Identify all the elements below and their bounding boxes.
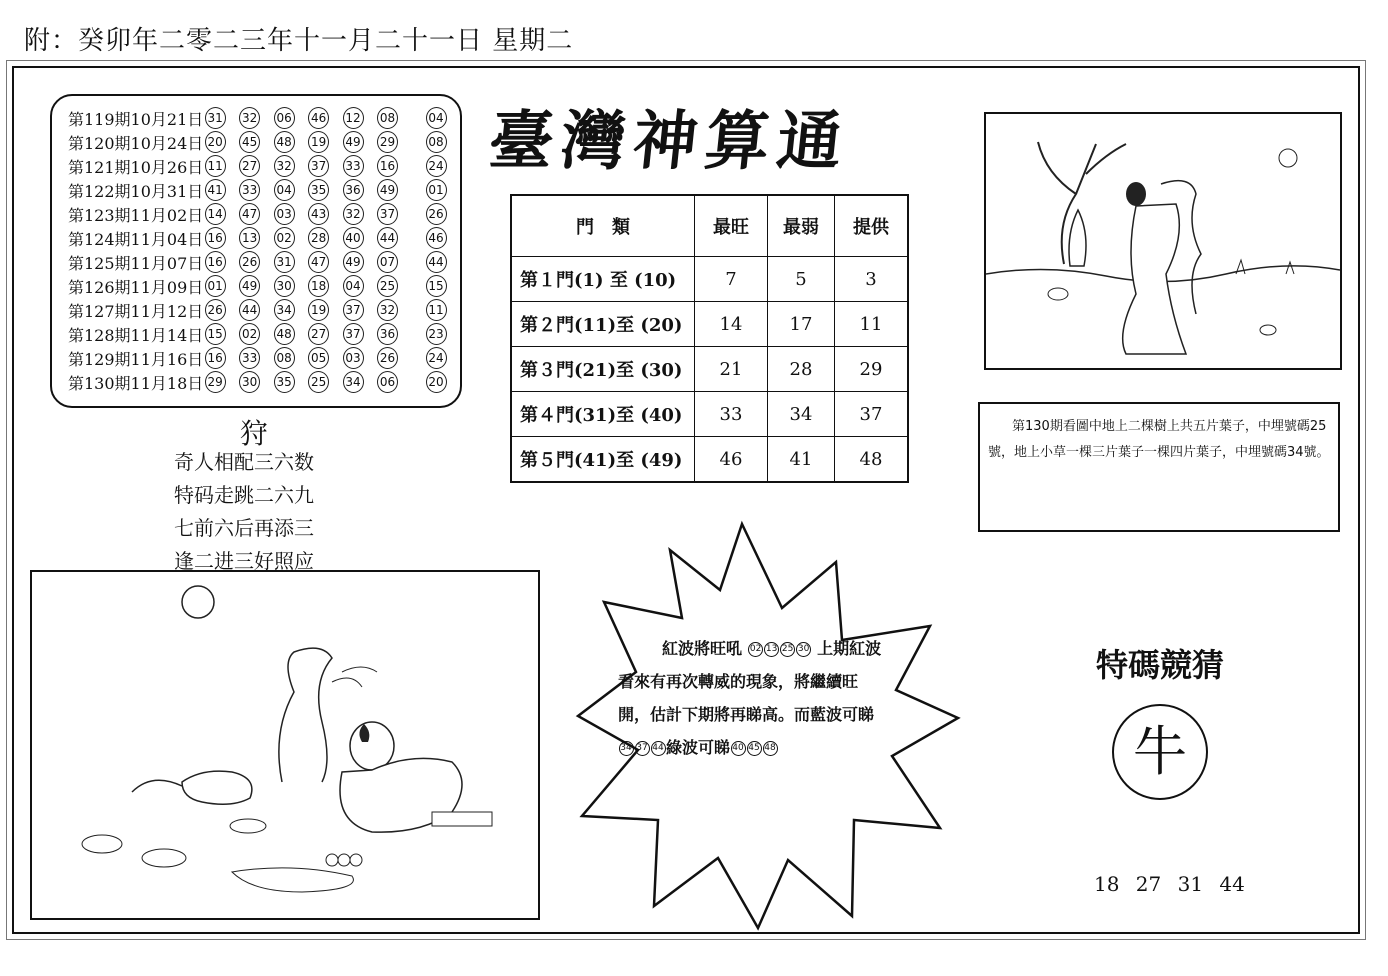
number-ball: 30 xyxy=(274,275,295,297)
header-offer: 提供 xyxy=(835,195,909,257)
gate-max: 33 xyxy=(695,392,768,437)
special-guess-title: 特碼競猜 xyxy=(1096,646,1225,684)
number-ball: 11 xyxy=(205,155,226,177)
special-number-ball: 08 xyxy=(426,131,447,153)
number-ball: 49 xyxy=(343,251,364,273)
number-ball: 35 xyxy=(274,371,295,393)
gate-min: 41 xyxy=(768,437,835,483)
history-row xyxy=(68,250,460,274)
special-number-ball: 26 xyxy=(426,203,447,225)
number-ball: 16 xyxy=(377,155,398,177)
table-row xyxy=(511,392,908,437)
gate-offer: 48 xyxy=(835,437,909,483)
history-row xyxy=(68,322,460,346)
history-period-label: 第129期11月16日 xyxy=(68,349,204,369)
history-period-label: 第128期11月14日 xyxy=(68,325,204,345)
history-row xyxy=(68,370,460,394)
number-ball: 19 xyxy=(308,131,329,153)
gate-min: 17 xyxy=(768,302,835,347)
number-ball: 25 xyxy=(377,275,398,297)
number-ball: 37 xyxy=(343,323,364,345)
history-period-label: 第121期10月26日 xyxy=(68,157,204,177)
brand-title: 臺灣神算通 xyxy=(485,104,854,179)
number-ball: 06 xyxy=(377,371,398,393)
gate-max: 46 xyxy=(695,437,768,483)
number-ball: 01 xyxy=(205,275,226,297)
number-ball: 31 xyxy=(205,107,226,129)
gate-min: 28 xyxy=(768,347,835,392)
history-period-label: 第119期10月21日 xyxy=(68,109,204,129)
number-ball: 04 xyxy=(343,275,364,297)
gate-offer: 3 xyxy=(835,257,909,302)
number-ball: 18 xyxy=(308,275,329,297)
poem-line: 逢二进三好照应 xyxy=(174,549,314,573)
number-ball: 37 xyxy=(377,203,398,225)
number-ball: 08 xyxy=(377,107,398,129)
number-ball: 32 xyxy=(343,203,364,225)
hint-box: 第130期看圖中地上二棵樹上共五片葉子，中埋號碼25號，地上小草一棵三片葉子一棵四片葉子，中埋號碼34號。 xyxy=(978,402,1340,532)
history-row xyxy=(68,346,460,370)
red-ball: 02 xyxy=(748,642,763,657)
number-ball: 16 xyxy=(205,347,226,369)
number-ball: 19 xyxy=(308,299,329,321)
poem-line: 特码走跳二六九 xyxy=(174,483,314,507)
number-ball: 16 xyxy=(205,251,226,273)
red-ball: 25 xyxy=(780,642,795,657)
star-seg2: 上期紅波看來有再次轉威的現象，將繼續旺開，估計下期將再睇高。而藍波可睇 xyxy=(618,639,882,724)
lady-tree-illustration xyxy=(984,112,1342,370)
number-ball: 12 xyxy=(343,107,364,129)
number-ball: 07 xyxy=(377,251,398,273)
history-row xyxy=(68,154,460,178)
table-row xyxy=(511,302,908,347)
number-ball: 02 xyxy=(274,227,295,249)
red-ball-group xyxy=(748,639,818,658)
red-ball: 13 xyxy=(764,642,779,657)
number-ball: 36 xyxy=(377,323,398,345)
history-period-label: 第120期10月24日 xyxy=(68,133,204,153)
number-ball: 32 xyxy=(239,107,260,129)
number-ball: 49 xyxy=(239,275,260,297)
number-ball: 49 xyxy=(343,131,364,153)
number-ball: 25 xyxy=(308,371,329,393)
number-ball: 37 xyxy=(308,155,329,177)
header-gate: 門 類 xyxy=(511,195,695,257)
gate-max: 14 xyxy=(695,302,768,347)
number-ball: 35 xyxy=(308,179,329,201)
number-ball: 02 xyxy=(239,323,260,345)
number-ball: 32 xyxy=(377,299,398,321)
history-row xyxy=(68,106,460,130)
gate-label: 第３門(21)至 (30) xyxy=(511,347,695,392)
number-ball: 27 xyxy=(239,155,260,177)
number-ball: 37 xyxy=(343,299,364,321)
number-ball: 44 xyxy=(377,227,398,249)
number-ball: 27 xyxy=(308,323,329,345)
blue-ball: 37 xyxy=(635,741,650,756)
number-ball: 47 xyxy=(308,251,329,273)
special-number-ball: 04 xyxy=(426,107,447,129)
number-ball: 26 xyxy=(377,347,398,369)
number-ball: 20 xyxy=(205,131,226,153)
number-ball: 34 xyxy=(343,371,364,393)
history-row xyxy=(68,178,460,202)
special-number-ball: 46 xyxy=(426,227,447,249)
number-ball: 05 xyxy=(308,347,329,369)
green-ball: 40 xyxy=(731,741,746,756)
special-number-ball: 24 xyxy=(426,347,447,369)
number-ball: 33 xyxy=(239,179,260,201)
page-date-header: 附：癸卯年二零二三年十一月二十一日 星期二 xyxy=(24,26,574,56)
history-row xyxy=(68,130,460,154)
header-max: 最旺 xyxy=(695,195,768,257)
number-ball: 08 xyxy=(274,347,295,369)
history-period-label: 第127期11月12日 xyxy=(68,301,204,321)
gate-max: 21 xyxy=(695,347,768,392)
number-ball: 32 xyxy=(274,155,295,177)
number-ball: 03 xyxy=(274,203,295,225)
history-period-label: 第126期11月09日 xyxy=(68,277,204,297)
star-commentary xyxy=(618,632,888,764)
special-number-ball: 15 xyxy=(426,275,447,297)
special-number-ball: 01 xyxy=(426,179,447,201)
history-period-label: 第125期11月07日 xyxy=(68,253,204,273)
table-row xyxy=(511,437,908,483)
number-ball: 44 xyxy=(239,299,260,321)
draw-history-panel xyxy=(50,94,462,408)
gate-label: 第４門(31)至 (40) xyxy=(511,392,695,437)
number-ball: 15 xyxy=(205,323,226,345)
blue-ball: 44 xyxy=(651,741,666,756)
green-ball: 48 xyxy=(763,741,778,756)
star-seg1: 紅波將旺吼 xyxy=(662,639,743,658)
number-ball: 33 xyxy=(343,155,364,177)
number-ball: 16 xyxy=(205,227,226,249)
number-ball: 29 xyxy=(377,131,398,153)
special-number-ball: 44 xyxy=(426,251,447,273)
gate-offer: 29 xyxy=(835,347,909,392)
number-ball: 45 xyxy=(239,131,260,153)
poem-line: 七前六后再添三 xyxy=(174,516,314,540)
star-seg3: 綠波可睇 xyxy=(666,738,731,757)
number-ball: 28 xyxy=(308,227,329,249)
number-ball: 43 xyxy=(308,203,329,225)
history-period-label: 第124期11月04日 xyxy=(68,229,204,249)
history-period-label: 第123期11月02日 xyxy=(68,205,204,225)
poem xyxy=(174,446,314,578)
number-ball: 41 xyxy=(205,179,226,201)
number-ball: 26 xyxy=(239,251,260,273)
gate-min: 34 xyxy=(768,392,835,437)
number-ball: 03 xyxy=(343,347,364,369)
history-row xyxy=(68,202,460,226)
table-row xyxy=(511,347,908,392)
green-ball: 45 xyxy=(747,741,762,756)
number-ball: 13 xyxy=(239,227,260,249)
history-period-label: 第130期11月18日 xyxy=(68,373,204,393)
number-ball: 26 xyxy=(205,299,226,321)
number-ball: 47 xyxy=(239,203,260,225)
special-number-ball: 11 xyxy=(426,299,447,321)
gate-offer: 37 xyxy=(835,392,909,437)
number-ball: 48 xyxy=(274,131,295,153)
gate-table xyxy=(510,194,909,483)
gate-label: 第２門(11)至 (20) xyxy=(511,302,695,347)
header-min: 最弱 xyxy=(768,195,835,257)
special-number-ball: 24 xyxy=(426,155,447,177)
gate-min: 5 xyxy=(768,257,835,302)
blue-ball-group xyxy=(618,738,666,757)
number-ball: 33 xyxy=(239,347,260,369)
history-row xyxy=(68,274,460,298)
gate-label: 第１門(1) 至 (10) xyxy=(511,257,695,302)
number-ball: 29 xyxy=(205,371,226,393)
gate-label: 第５門(41)至 (49) xyxy=(511,437,695,483)
history-row xyxy=(68,298,460,322)
number-ball: 31 xyxy=(274,251,295,273)
boy-rat-illustration xyxy=(30,570,540,920)
blue-ball: 34 xyxy=(619,741,634,756)
special-number-ball: 23 xyxy=(426,323,447,345)
gate-offer: 11 xyxy=(835,302,909,347)
gate-max: 7 xyxy=(695,257,768,302)
green-ball-group xyxy=(730,738,778,757)
poem-line: 奇人相配三六数 xyxy=(174,450,314,474)
zodiac-circle: 牛 xyxy=(1112,704,1208,800)
number-ball: 34 xyxy=(274,299,295,321)
number-ball: 14 xyxy=(205,203,226,225)
number-ball: 49 xyxy=(377,179,398,201)
special-numbers: 18 27 31 44 xyxy=(1094,872,1245,896)
number-ball: 30 xyxy=(239,371,260,393)
history-period-label: 第122期10月31日 xyxy=(68,181,204,201)
number-ball: 48 xyxy=(274,323,295,345)
red-ball: 30 xyxy=(796,642,811,657)
number-ball: 40 xyxy=(343,227,364,249)
table-row xyxy=(511,257,908,302)
number-ball: 06 xyxy=(274,107,295,129)
table-header-row xyxy=(511,195,908,257)
special-number-ball: 20 xyxy=(426,371,447,393)
history-row xyxy=(68,226,460,250)
number-ball: 04 xyxy=(274,179,295,201)
number-ball: 46 xyxy=(308,107,329,129)
number-ball: 36 xyxy=(343,179,364,201)
poem-title: 狩 xyxy=(240,417,269,450)
